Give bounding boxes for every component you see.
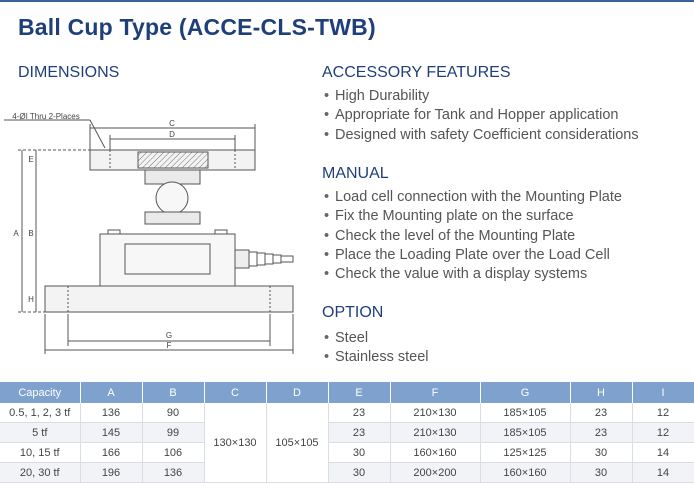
table-row [0, 463, 694, 483]
manual-heading: MANUAL [322, 165, 389, 182]
table-row [0, 403, 694, 423]
col-header-d: D [266, 382, 328, 403]
cell-h: 23 [570, 423, 632, 443]
dim-g-label: G [165, 331, 173, 340]
option-heading: OPTION [322, 304, 384, 321]
page-title: Ball Cup Type (ACCE-CLS-TWB) [18, 14, 376, 40]
title-rule [0, 0, 694, 2]
option-item: • Steel [324, 329, 429, 348]
cell-capacity: 0.5, 1, 2, 3 tf [0, 403, 80, 423]
col-header-capacity: Capacity [0, 382, 80, 403]
cell-g: 185×105 [480, 423, 570, 443]
cell-a: 196 [80, 463, 142, 483]
accessory-item: • High Durability [324, 87, 639, 106]
cell-e: 23 [328, 403, 390, 423]
dim-b-label: B [28, 229, 34, 238]
cell-e: 23 [328, 423, 390, 443]
cell-a: 166 [80, 443, 142, 463]
accessory-heading: ACCESSORY FEATURES [322, 64, 511, 81]
option-item: • Stainless steel [324, 348, 429, 367]
dim-a-label: A [13, 229, 19, 238]
cell-e: 30 [328, 463, 390, 483]
dim-d-label: D [169, 130, 175, 139]
manual-item: • Check the value with a display systems [324, 265, 622, 284]
cell-i: 12 [632, 423, 694, 443]
ball [156, 182, 188, 214]
manual-item: • Fix the Mounting plate on the surface [324, 207, 622, 226]
col-header-e: E [328, 382, 390, 403]
cell-h: 30 [570, 463, 632, 483]
hole-note-label: 4-ØI Thru 2-Places [12, 112, 80, 121]
cell-i: 14 [632, 443, 694, 463]
col-header-f: F [390, 382, 480, 403]
manual-item: • Place the Loading Plate over the Load Cell [324, 246, 622, 265]
cell-g: 125×125 [480, 443, 570, 463]
col-header-h: H [570, 382, 632, 403]
manual-item: • Load cell connection with the Mounting Plate [324, 188, 622, 207]
dim-f-label: F [166, 341, 172, 350]
accessory-item: • Appropriate for Tank and Hopper application [324, 106, 639, 125]
cell-b: 90 [142, 403, 204, 423]
accessory-list [324, 87, 639, 145]
option-list [324, 329, 429, 368]
cell-b: 136 [142, 463, 204, 483]
cell-b: 99 [142, 423, 204, 443]
cell-a: 136 [80, 403, 142, 423]
cell-i: 12 [632, 403, 694, 423]
table-row [0, 443, 694, 463]
cell-d-shared: 105×105 [266, 403, 328, 483]
cell-f: 210×130 [390, 423, 480, 443]
col-header-a: A [80, 382, 142, 403]
accessory-item: • Designed with safety Coefficient considerations [324, 126, 639, 145]
spec-table [0, 382, 694, 483]
dim-h-label: H [28, 295, 34, 304]
load-cell [100, 234, 235, 286]
dimensions-heading: DIMENSIONS [18, 64, 120, 81]
cell-h: 30 [570, 443, 632, 463]
table-header-row [0, 382, 694, 403]
table-row [0, 423, 694, 443]
cable-gland [249, 252, 293, 266]
col-header-g: G [480, 382, 570, 403]
col-header-c: C [204, 382, 266, 403]
col-header-i: I [632, 382, 694, 403]
cell-f: 200×200 [390, 463, 480, 483]
cell-h: 23 [570, 403, 632, 423]
cell-capacity: 10, 15 tf [0, 443, 80, 463]
cell-a: 145 [80, 423, 142, 443]
col-header-b: B [142, 382, 204, 403]
dim-c-label: C [169, 119, 175, 128]
cell-g: 185×105 [480, 403, 570, 423]
cell-c-shared: 130×130 [204, 403, 266, 483]
cell-capacity: 5 tf [0, 423, 80, 443]
mounting-plate [45, 286, 293, 312]
manual-list [324, 188, 622, 284]
cell-capacity: 20, 30 tf [0, 463, 80, 483]
dim-e-label: E [28, 155, 34, 164]
cell-g: 160×160 [480, 463, 570, 483]
dimension-drawing [0, 112, 310, 362]
manual-item: • Check the level of the Mounting Plate [324, 227, 622, 246]
cell-e: 30 [328, 443, 390, 463]
cell-f: 160×160 [390, 443, 480, 463]
cell-b: 106 [142, 443, 204, 463]
cell-i: 14 [632, 463, 694, 483]
cell-f: 210×130 [390, 403, 480, 423]
